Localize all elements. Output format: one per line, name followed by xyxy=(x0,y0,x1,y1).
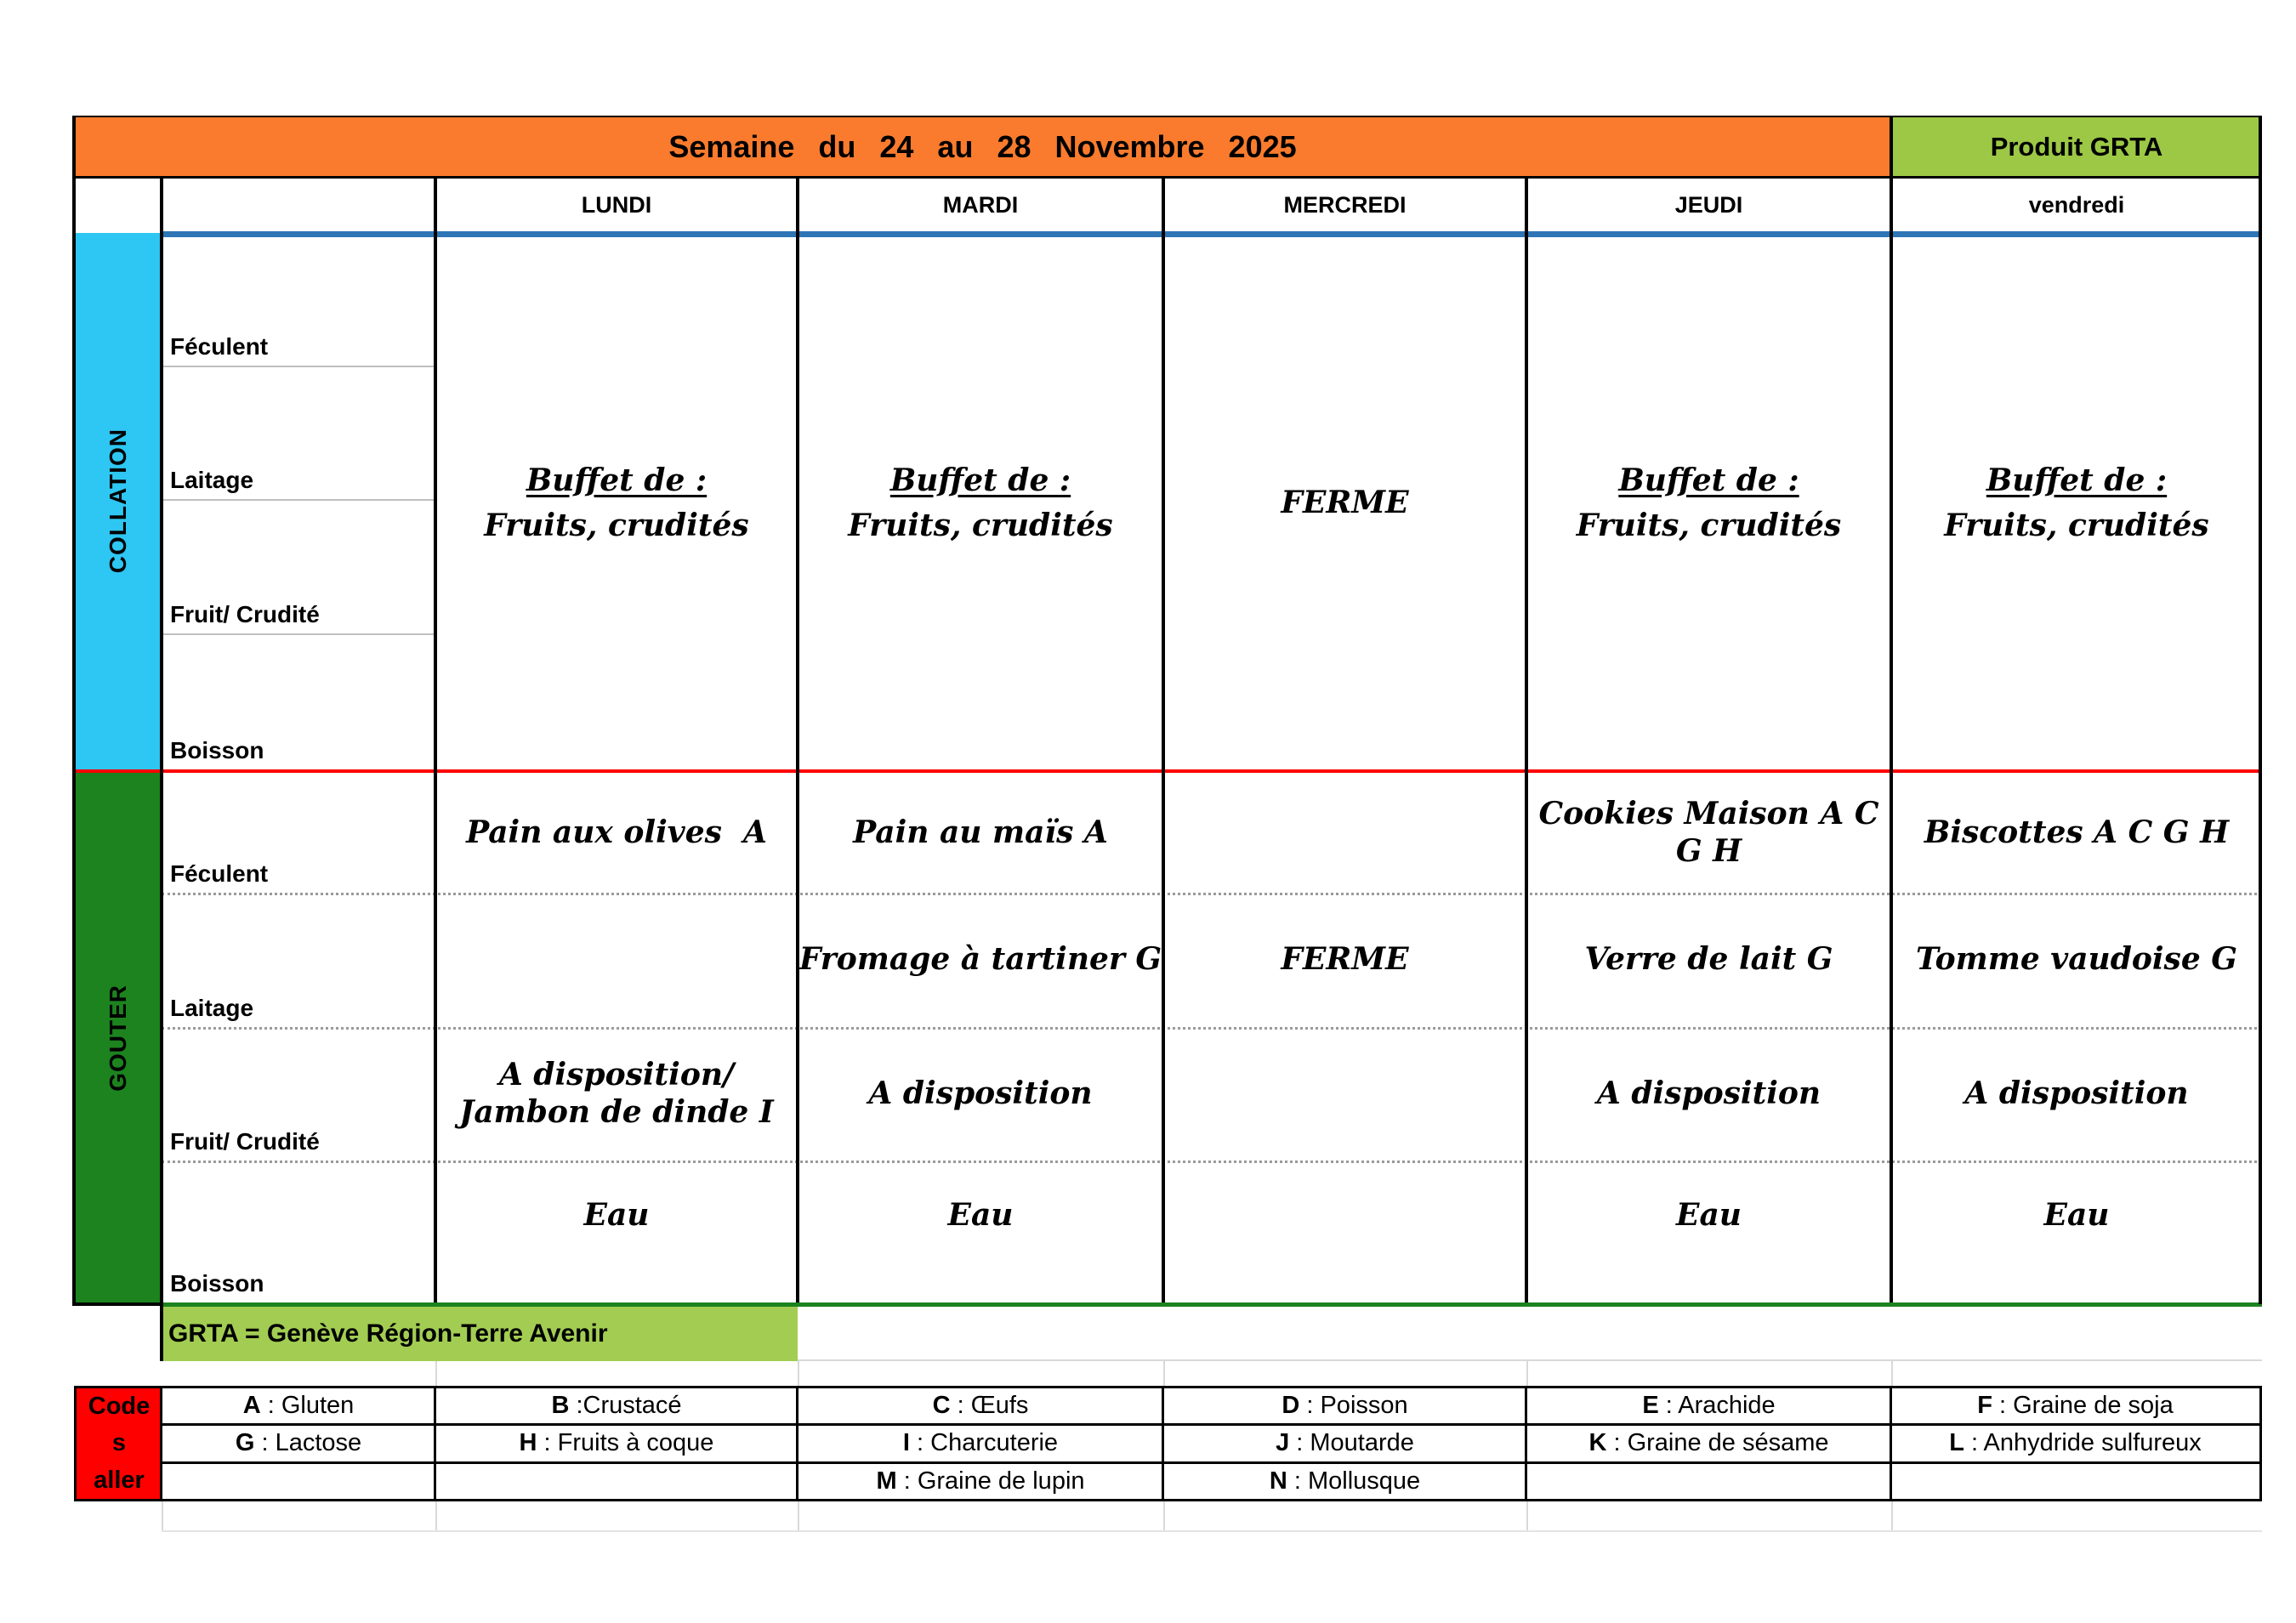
allergen-code-M: M : Graine de lupin xyxy=(876,1467,1085,1495)
allergen-code-N: N : Mollusque xyxy=(1269,1467,1421,1495)
produit-grta-label: Produit GRTA xyxy=(1990,132,2163,162)
faint-gridline xyxy=(1163,1501,1165,1532)
collation-row-label-fruit: Fruit/ Crudité xyxy=(170,601,320,627)
collation-label-separator xyxy=(162,499,435,501)
allergen-code-F: F : Graine de soja xyxy=(1977,1392,2174,1419)
gouter-feculent-jeudi: Cookies Maison A C G H xyxy=(1538,796,1890,869)
grta-note-text: GRTA = Genève Région-Terre Avenir xyxy=(168,1319,608,1348)
grta-note-bar xyxy=(162,1307,798,1361)
gouter-feculent-lundi: Pain aux olives A xyxy=(466,814,767,850)
collation-cell-mardi: Buffet de : Fruits, crudités xyxy=(848,462,1113,543)
gouter-band xyxy=(74,773,162,1302)
gouter-boisson-vendredi: Eau xyxy=(2043,1197,2110,1234)
faint-gridline xyxy=(1891,1361,1893,1386)
day-header-lundi: LUNDI xyxy=(581,191,652,218)
faint-gridline xyxy=(1891,1501,1893,1532)
gouter-label: GOUTER xyxy=(104,984,131,1092)
gouter-row-label-boisson: Boisson xyxy=(170,1270,264,1297)
table-border xyxy=(72,116,76,1304)
band-bottom-border xyxy=(72,1302,162,1306)
gouter-fruit-mardi: A disposition xyxy=(868,1075,1093,1111)
gouter-row-label-fruit: Fruit/ Crudité xyxy=(170,1128,320,1155)
allergen-code-A: A : Gluten xyxy=(242,1392,355,1419)
collation-row-label-feculent: Féculent xyxy=(170,333,269,360)
collation-band xyxy=(74,233,162,769)
day-header-vendredi: vendredi xyxy=(2028,191,2125,218)
allergen-code-I: I : Charcuterie xyxy=(902,1429,1059,1456)
allergen-code-H: H : Fruits à coque xyxy=(519,1429,714,1456)
blue-divider xyxy=(162,231,2262,237)
week-title: Semaine du 24 au 28 Novembre 2025 xyxy=(668,129,1297,164)
table-border xyxy=(160,179,163,1361)
gouter-feculent-vendredi: Biscottes A C G H xyxy=(1924,814,2230,850)
faint-gridline xyxy=(798,1361,799,1386)
table-border xyxy=(74,176,2262,179)
gouter-boisson-mardi: Eau xyxy=(947,1197,1014,1234)
faint-gridline xyxy=(162,1501,163,1532)
collation-row-label-laitage: Laitage xyxy=(170,467,254,493)
collation-label-separator xyxy=(162,366,435,367)
collation-label: COLLATION xyxy=(104,428,131,574)
gouter-boisson-jeudi: Eau xyxy=(1676,1197,1742,1234)
table-border xyxy=(1162,179,1165,1302)
allergen-code-B: B :Crustacé xyxy=(551,1392,682,1419)
allergen-code-K: K : Graine de sésame xyxy=(1588,1429,1829,1456)
allergen-code-C: C : Œufs xyxy=(932,1392,1029,1419)
day-header-mardi: MARDI xyxy=(942,191,1019,218)
allergen-code-L: L : Anhydride sulfureux xyxy=(1949,1429,2202,1456)
day-header-mercredi: MERCREDI xyxy=(1283,191,1407,218)
allergen-code-J: J : Moutarde xyxy=(1276,1429,1414,1456)
collation-cell-lundi: Buffet de : Fruits, crudités xyxy=(484,462,749,543)
table-border xyxy=(1890,179,1893,1302)
gouter-boisson-lundi: Eau xyxy=(583,1197,650,1234)
faint-gridline xyxy=(435,1501,437,1532)
gouter-laitage-mercredi-ferme: FERME xyxy=(1281,941,1409,978)
allergen-code-D: D : Poisson xyxy=(1282,1392,1408,1419)
gouter-laitage-vendredi: Tomme vaudoise G xyxy=(1915,941,2238,978)
gouter-fruit-lundi: A disposition/ Jambon de dinde I xyxy=(459,1057,774,1130)
allergen-code-E: E : Arachide xyxy=(1642,1392,1776,1419)
collation-cell-mercredi-ferme: FERME xyxy=(1281,485,1409,521)
gouter-laitage-mardi: Fromage à tartiner G xyxy=(798,941,1162,978)
faint-gridline xyxy=(1163,1361,1165,1386)
gouter-row-label-feculent: Féculent xyxy=(170,860,269,887)
table-border xyxy=(1525,179,1528,1302)
gouter-feculent-mardi: Pain au maïs A xyxy=(853,814,1108,850)
collation-label-separator xyxy=(162,633,435,635)
allergen-code-G: G : Lactose xyxy=(235,1429,362,1456)
table-border xyxy=(2259,116,2262,1304)
gouter-laitage-jeudi: Verre de lait G xyxy=(1584,941,1833,978)
gouter-fruit-vendredi: A disposition xyxy=(1964,1075,2189,1111)
faint-gridline xyxy=(798,1359,2262,1361)
allergen-legend-title-cell: Code s aller xyxy=(77,1388,162,1499)
collation-cell-jeudi: Buffet de : Fruits, crudités xyxy=(1576,462,1842,543)
faint-gridline xyxy=(1526,1501,1528,1532)
gouter-row-label-laitage: Laitage xyxy=(170,995,254,1021)
table-border xyxy=(434,179,437,1302)
day-header-jeudi: JEUDI xyxy=(1674,191,1743,218)
faint-gridline xyxy=(798,1501,799,1532)
gouter-fruit-jeudi: A disposition xyxy=(1596,1075,1821,1111)
table-border xyxy=(796,179,799,1302)
faint-gridline xyxy=(435,1361,437,1386)
collation-row-label-boisson: Boisson xyxy=(170,737,264,763)
collation-cell-vendredi: Buffet de : Fruits, crudités xyxy=(1944,462,2209,543)
produit-grta-header xyxy=(1891,116,2262,179)
faint-gridline xyxy=(162,1530,2262,1532)
faint-gridline xyxy=(1526,1361,1528,1386)
week-title-bar xyxy=(74,116,1891,179)
